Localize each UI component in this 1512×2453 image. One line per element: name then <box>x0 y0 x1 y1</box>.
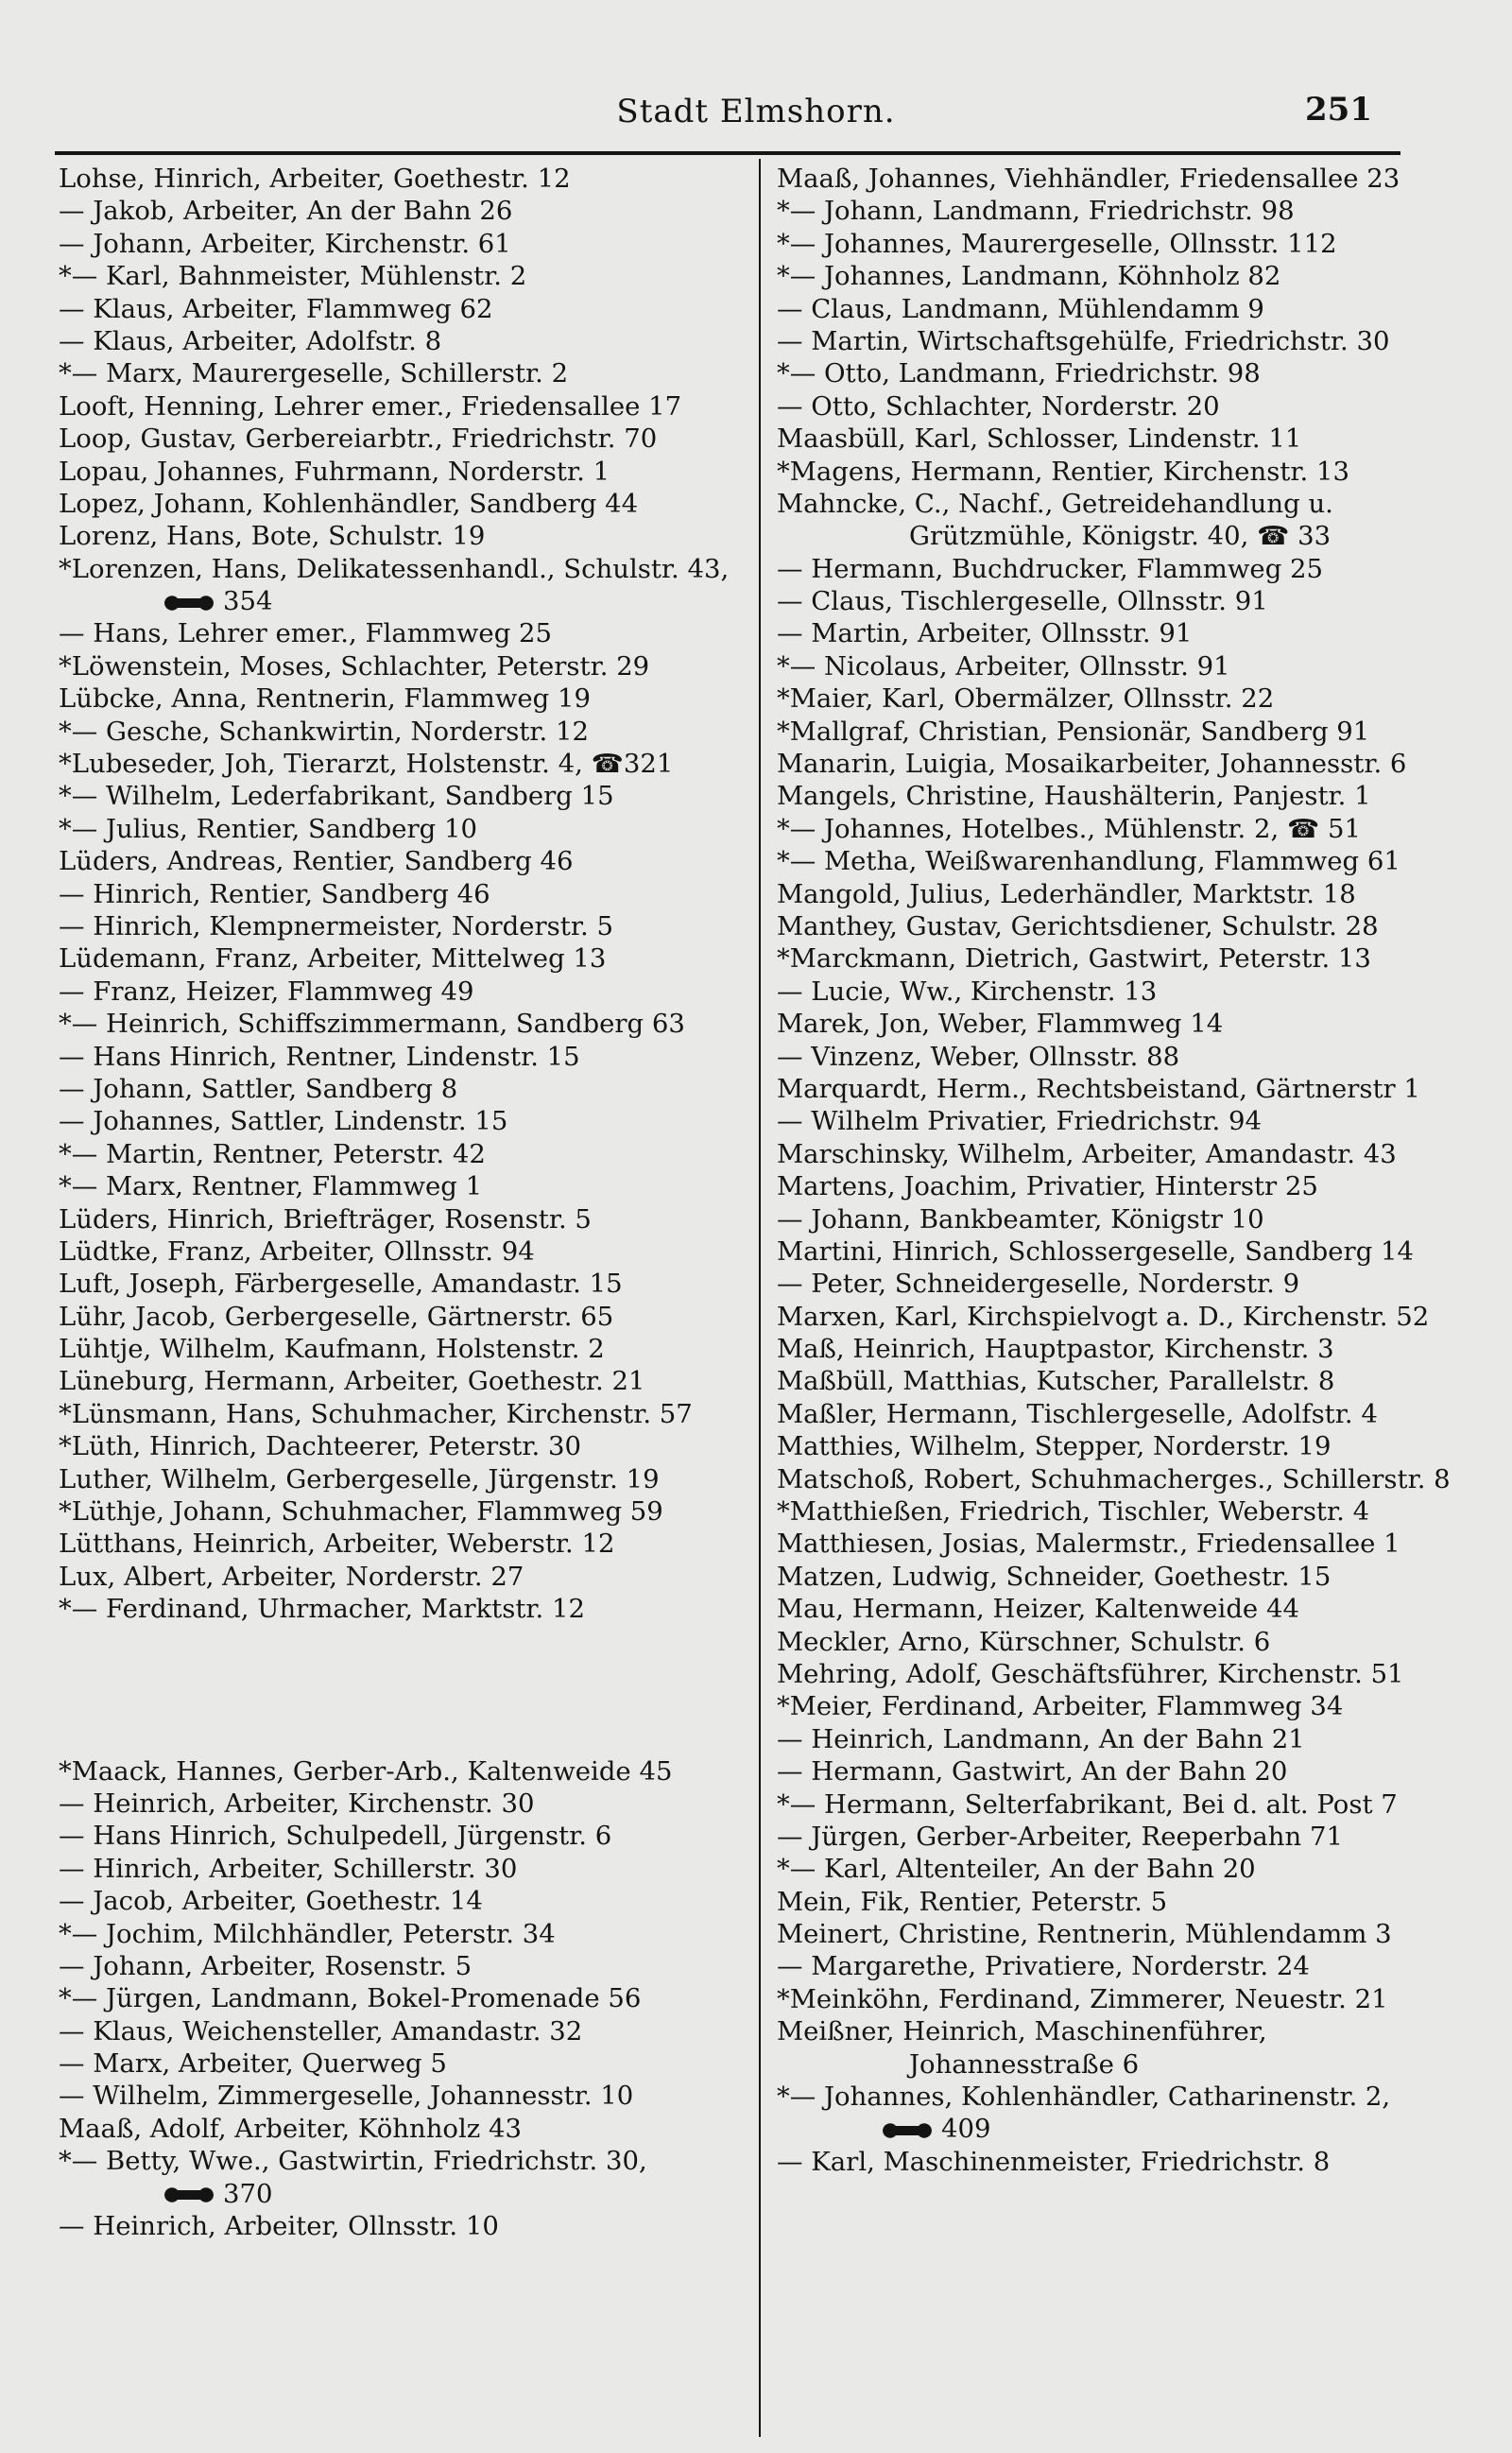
directory-entry: *Meinköhn, Ferdinand, Zimmerer, Neuestr. 21 <box>777 1983 1388 2014</box>
directory-entry: *— Martin, Rentner, Peterstr. 42 <box>59 1138 486 1169</box>
directory-entry: *— Johannes, Hotelbes., Mühlenstr. 2, ☎ 51 <box>777 813 1361 844</box>
directory-entry: — Margarethe, Privatiere, Norderstr. 24 <box>777 1951 1310 1982</box>
directory-entry: *Lorenzen, Hans, Delikatessenhandl., Schulstr. 43, <box>59 553 730 584</box>
directory-entry: — Hans, Lehrer emer., Flammweg 25 <box>59 618 553 649</box>
directory-entry: Manarin, Luigia, Mosaikarbeiter, Johannesstr. 6 <box>777 749 1407 780</box>
directory-entry: Lütthans, Heinrich, Arbeiter, Weberstr. 12 <box>59 1529 615 1560</box>
directory-entry: Meinert, Christine, Rentnerin, Mühlendamm 3 <box>777 1919 1392 1950</box>
directory-entry: *— Hermann, Selterfabrikant, Bei d. alt. Post 7 <box>777 1788 1398 1820</box>
directory-entry: *Mallgraf, Christian, Pensionär, Sandberg 91 <box>777 716 1370 747</box>
directory-entry: — Wilhelm Privatier, Friedrichstr. 94 <box>777 1106 1263 1137</box>
directory-entry: Mein, Fik, Rentier, Peterstr. 5 <box>777 1886 1168 1917</box>
directory-entry: — Johann, Arbeiter, Kirchenstr. 61 <box>59 228 511 259</box>
directory-entry: — Martin, Arbeiter, Ollnsstr. 91 <box>777 618 1193 649</box>
directory-entry: — Vinzenz, Weber, Ollnsstr. 88 <box>777 1041 1180 1072</box>
directory-entry: Luther, Wilhelm, Gerbergeselle, Jürgenstr. 19 <box>59 1463 660 1494</box>
directory-entry: — Hinrich, Klempnermeister, Norderstr. 5 <box>59 910 613 941</box>
directory-entry: Matzen, Ludwig, Schneider, Goethestr. 15 <box>777 1561 1332 1592</box>
page-title: Stadt Elmshorn. <box>616 93 896 130</box>
directory-entry: — Klaus, Weichensteller, Amandastr. 32 <box>59 2015 583 2047</box>
directory-entry: Lühr, Jacob, Gerbergeselle, Gärtnerstr. 65 <box>59 1301 614 1332</box>
directory-entry: Lorenz, Hans, Bote, Schulstr. 19 <box>59 521 486 552</box>
directory-entry: Luft, Joseph, Färbergeselle, Amandastr. 15 <box>59 1269 623 1300</box>
directory-entry: Loop, Gustav, Gerbereiarbtr., Friedrichstr. 70 <box>59 423 658 455</box>
directory-entry: — Claus, Landmann, Mühlendamm 9 <box>777 293 1264 324</box>
directory-entry: — Hinrich, Arbeiter, Schillerstr. 30 <box>59 1853 518 1884</box>
directory-entry: — Johann, Bankbeamter, Königstr 10 <box>777 1203 1264 1235</box>
directory-entry: — Lucie, Ww., Kirchenstr. 13 <box>777 976 1158 1007</box>
directory-entry: Johannesstraße 6 <box>909 2048 1140 2080</box>
directory-entry: Mau, Hermann, Heizer, Kaltenweide 44 <box>777 1594 1299 1625</box>
directory-entry: — Hinrich, Rentier, Sandberg 46 <box>59 878 490 909</box>
directory-entry: Meißner, Heinrich, Maschinenführer, <box>777 2016 1267 2047</box>
directory-entry: *— Marx, Rentner, Flammweg 1 <box>59 1171 483 1202</box>
directory-entry: — Johann, Arbeiter, Rosenstr. 5 <box>59 1950 472 1981</box>
directory-entry: Matthiesen, Josias, Malermstr., Friedensallee 1 <box>777 1529 1400 1560</box>
directory-entry: Marquardt, Herm., Rechtsbeistand, Gärtnerstr 1 <box>777 1073 1420 1104</box>
directory-entry: Marek, Jon, Weber, Flammweg 14 <box>777 1009 1224 1040</box>
directory-entry: Mangold, Julius, Lederhändler, Marktstr. 18 <box>777 878 1356 909</box>
directory-entry: *— Johann, Landmann, Friedrichstr. 98 <box>777 196 1295 227</box>
directory-entry: — Claus, Tischlergeselle, Ollnsstr. 91 <box>777 586 1268 617</box>
phone-number: 409 <box>941 2114 991 2145</box>
directory-entry: Maßbüll, Matthias, Kutscher, Parallelstr. 8 <box>777 1366 1335 1397</box>
directory-entry: Lüders, Andreas, Rentier, Sandberg 46 <box>59 846 574 877</box>
directory-entry: — Marx, Arbeiter, Querweg 5 <box>59 2048 447 2080</box>
directory-entry: — Otto, Schlachter, Norderstr. 20 <box>777 390 1220 422</box>
directory-entry: — Jürgen, Gerber-Arbeiter, Reeperbahn 71 <box>777 1821 1343 1852</box>
directory-entry: — Heinrich, Landmann, An der Bahn 21 <box>777 1723 1305 1754</box>
page-number: 251 <box>1305 91 1372 129</box>
directory-entry: — Peter, Schneidergeselle, Norderstr. 9 <box>777 1269 1300 1300</box>
directory-entry: Lopez, Johann, Kohlenhändler, Sandberg 44 <box>59 488 639 519</box>
directory-entry: *Meier, Ferdinand, Arbeiter, Flammweg 34 <box>777 1691 1344 1722</box>
directory-entry: Martini, Hinrich, Schlossergeselle, Sandberg 14 <box>777 1235 1415 1267</box>
directory-entry: *— Heinrich, Schiffszimmermann, Sandberg 63 <box>59 1009 685 1040</box>
directory-entry: Manthey, Gustav, Gerichtsdiener, Schulstr. 28 <box>777 910 1379 941</box>
directory-entry: — Hans Hinrich, Rentner, Lindenstr. 15 <box>59 1041 580 1072</box>
directory-entry: *Marckmann, Dietrich, Gastwirt, Peterstr. 13 <box>777 943 1371 975</box>
directory-entry: *Lüthje, Johann, Schuhmacher, Flammweg 59 <box>59 1496 663 1528</box>
directory-entry <box>59 1626 753 1755</box>
directory-entry: — Johannes, Sattler, Lindenstr. 15 <box>59 1106 508 1137</box>
directory-entry: *— Gesche, Schankwirtin, Norderstr. 12 <box>59 716 590 747</box>
directory-entry: Maaß, Johannes, Viehhändler, Friedensallee 23 <box>777 164 1400 194</box>
directory-entry: Lopau, Johannes, Fuhrmann, Norderstr. 1 <box>59 456 610 487</box>
directory-entry: *— Betty, Wwe., Gastwirtin, Friedrichstr. 30, <box>59 2146 647 2177</box>
directory-entry: Martens, Joachim, Privatier, Hinterstr 25 <box>777 1171 1318 1202</box>
phone-number: 370 <box>223 2178 273 2209</box>
right-column <box>777 163 1457 2178</box>
directory-entry: *Matthießen, Friedrich, Tischler, Weberstr. 4 <box>777 1496 1370 1528</box>
directory-entry: Mahncke, C., Nachf., Getreidehandlung u. <box>777 488 1333 519</box>
directory-entry: Lüdemann, Franz, Arbeiter, Mittelweg 13 <box>59 943 607 975</box>
directory-entry: *Lünsmann, Hans, Schuhmacher, Kirchenstr. 57 <box>59 1398 693 1429</box>
directory-entry: Lohse, Hinrich, Arbeiter, Goethestr. 12 <box>59 164 571 194</box>
directory-entry: Maaß, Adolf, Arbeiter, Köhnholz 43 <box>59 2113 522 2144</box>
directory-entry: *— Karl, Altenteiler, An der Bahn 20 <box>777 1854 1256 1885</box>
directory-entry: *Löwenstein, Moses, Schlachter, Peterstr. 29 <box>59 650 650 682</box>
directory-entry: *— Ferdinand, Uhrmacher, Marktstr. 12 <box>59 1594 585 1625</box>
directory-entry: Marxen, Karl, Kirchspielvogt a. D., Kirchenstr. 52 <box>777 1301 1430 1332</box>
directory-entry: — Martin, Wirtschaftsgehülfe, Friedrichstr. 30 <box>777 325 1390 356</box>
directory-entry: — Karl, Maschinenmeister, Friedrichstr. 8 <box>777 2146 1331 2177</box>
directory-entry <box>777 2113 1457 2145</box>
phone-number: 354 <box>223 586 273 617</box>
directory-entry: — Klaus, Arbeiter, Adolfstr. 8 <box>59 325 442 356</box>
directory-entry: — Heinrich, Arbeiter, Kirchenstr. 30 <box>59 1788 535 1819</box>
directory-entry: Lühtje, Wilhelm, Kaufmann, Holstenstr. 2 <box>59 1334 605 1365</box>
directory-entry: Lüneburg, Hermann, Arbeiter, Goethestr. 21 <box>59 1366 645 1397</box>
directory-entry: Marschinsky, Wilhelm, Arbeiter, Amandastr. 43 <box>777 1138 1397 1169</box>
directory-entry: Maß, Heinrich, Hauptpastor, Kirchenstr. 3 <box>777 1334 1334 1365</box>
directory-entry: *— Otto, Landmann, Friedrichstr. 98 <box>777 358 1261 389</box>
directory-entry: *Maier, Karl, Obermälzer, Ollnsstr. 22 <box>777 683 1275 715</box>
directory-entry: Matschoß, Robert, Schuhmacherges., Schillerstr. 8 <box>777 1463 1451 1494</box>
directory-entry <box>59 2178 753 2210</box>
directory-entry: *— Johannes, Kohlenhändler, Catharinenstr. 2, <box>777 2082 1391 2113</box>
directory-entry: Maasbüll, Karl, Schlosser, Lindenstr. 11 <box>777 423 1302 455</box>
directory-entry: — Franz, Heizer, Flammweg 49 <box>59 976 474 1007</box>
directory-entry: Matthies, Wilhelm, Stepper, Norderstr. 19 <box>777 1431 1332 1462</box>
directory-entry: Grützmühle, Königstr. 40, ☎ 33 <box>909 521 1332 552</box>
directory-entry: *— Jochim, Milchhändler, Peterstr. 34 <box>59 1918 556 1949</box>
directory-entry: — Jakob, Arbeiter, An der Bahn 26 <box>59 196 513 227</box>
directory-entry: *Maack, Hannes, Gerber-Arb., Kaltenweide 45 <box>59 1755 673 1787</box>
directory-entry: *— Nicolaus, Arbeiter, Ollnsstr. 91 <box>777 650 1230 682</box>
directory-entry: *— Johannes, Landmann, Köhnholz 82 <box>777 261 1281 292</box>
directory-entry: Maßler, Hermann, Tischlergeselle, Adolfstr. 4 <box>777 1398 1378 1429</box>
header-rule <box>55 151 1400 155</box>
directory-entry: Lüdtke, Franz, Arbeiter, Ollnsstr. 94 <box>59 1235 535 1267</box>
telephone-icon <box>163 2184 215 2206</box>
directory-entry: Looft, Henning, Lehrer emer., Friedensallee 17 <box>59 390 682 422</box>
telephone-icon <box>881 2119 934 2142</box>
directory-entry <box>59 585 753 617</box>
directory-entry: — Hans Hinrich, Schulpedell, Jürgenstr. 6 <box>59 1821 612 1852</box>
directory-entry: *— Julius, Rentier, Sandberg 10 <box>59 813 477 844</box>
directory-entry: *— Jürgen, Landmann, Bokel-Promenade 56 <box>59 1983 642 2014</box>
directory-entry: Mangels, Christine, Haushälterin, Panjestr. 1 <box>777 781 1371 812</box>
directory-entry: *Lubeseder, Joh, Tierarzt, Holstenstr. 4, ☎321 <box>59 749 674 780</box>
directory-entry: Mehring, Adolf, Geschäftsführer, Kirchenstr. 51 <box>777 1658 1404 1689</box>
directory-entry: *— Wilhelm, Lederfabrikant, Sandberg 15 <box>59 781 614 812</box>
directory-entry: *— Karl, Bahnmeister, Mühlenstr. 2 <box>59 261 527 292</box>
directory-entry: — Hermann, Buchdrucker, Flammweg 25 <box>777 553 1324 584</box>
directory-entry: — Klaus, Arbeiter, Flammweg 62 <box>59 293 493 324</box>
column-divider <box>759 159 761 2437</box>
directory-entry: Meckler, Arno, Kürschner, Schulstr. 6 <box>777 1626 1271 1657</box>
directory-entry: *Lüth, Hinrich, Dachteerer, Peterstr. 30 <box>59 1431 581 1462</box>
directory-entry: *Magens, Hermann, Rentier, Kirchenstr. 13 <box>777 456 1350 487</box>
directory-entry: *— Metha, Weißwarenhandlung, Flammweg 61 <box>777 846 1400 877</box>
left-column <box>59 163 753 2242</box>
directory-entry: Lübcke, Anna, Rentnerin, Flammweg 19 <box>59 683 591 715</box>
directory-entry: *— Johannes, Maurergeselle, Ollnsstr. 112 <box>777 228 1337 259</box>
directory-entry: — Hermann, Gastwirt, An der Bahn 20 <box>777 1756 1288 1788</box>
directory-entry: — Jacob, Arbeiter, Goethestr. 14 <box>59 1886 483 1917</box>
directory-entry: Lüders, Hinrich, Briefträger, Rosenstr. 5 <box>59 1203 592 1235</box>
telephone-icon <box>163 592 215 614</box>
directory-entry: — Wilhelm, Zimmergeselle, Johannesstr. 10 <box>59 2081 634 2112</box>
directory-entry: — Johann, Sattler, Sandberg 8 <box>59 1073 458 1104</box>
directory-entry: Lux, Albert, Arbeiter, Norderstr. 27 <box>59 1561 524 1592</box>
directory-entry: — Heinrich, Arbeiter, Ollnsstr. 10 <box>59 2211 499 2242</box>
directory-entry: *— Marx, Maurergeselle, Schillerstr. 2 <box>59 358 569 389</box>
